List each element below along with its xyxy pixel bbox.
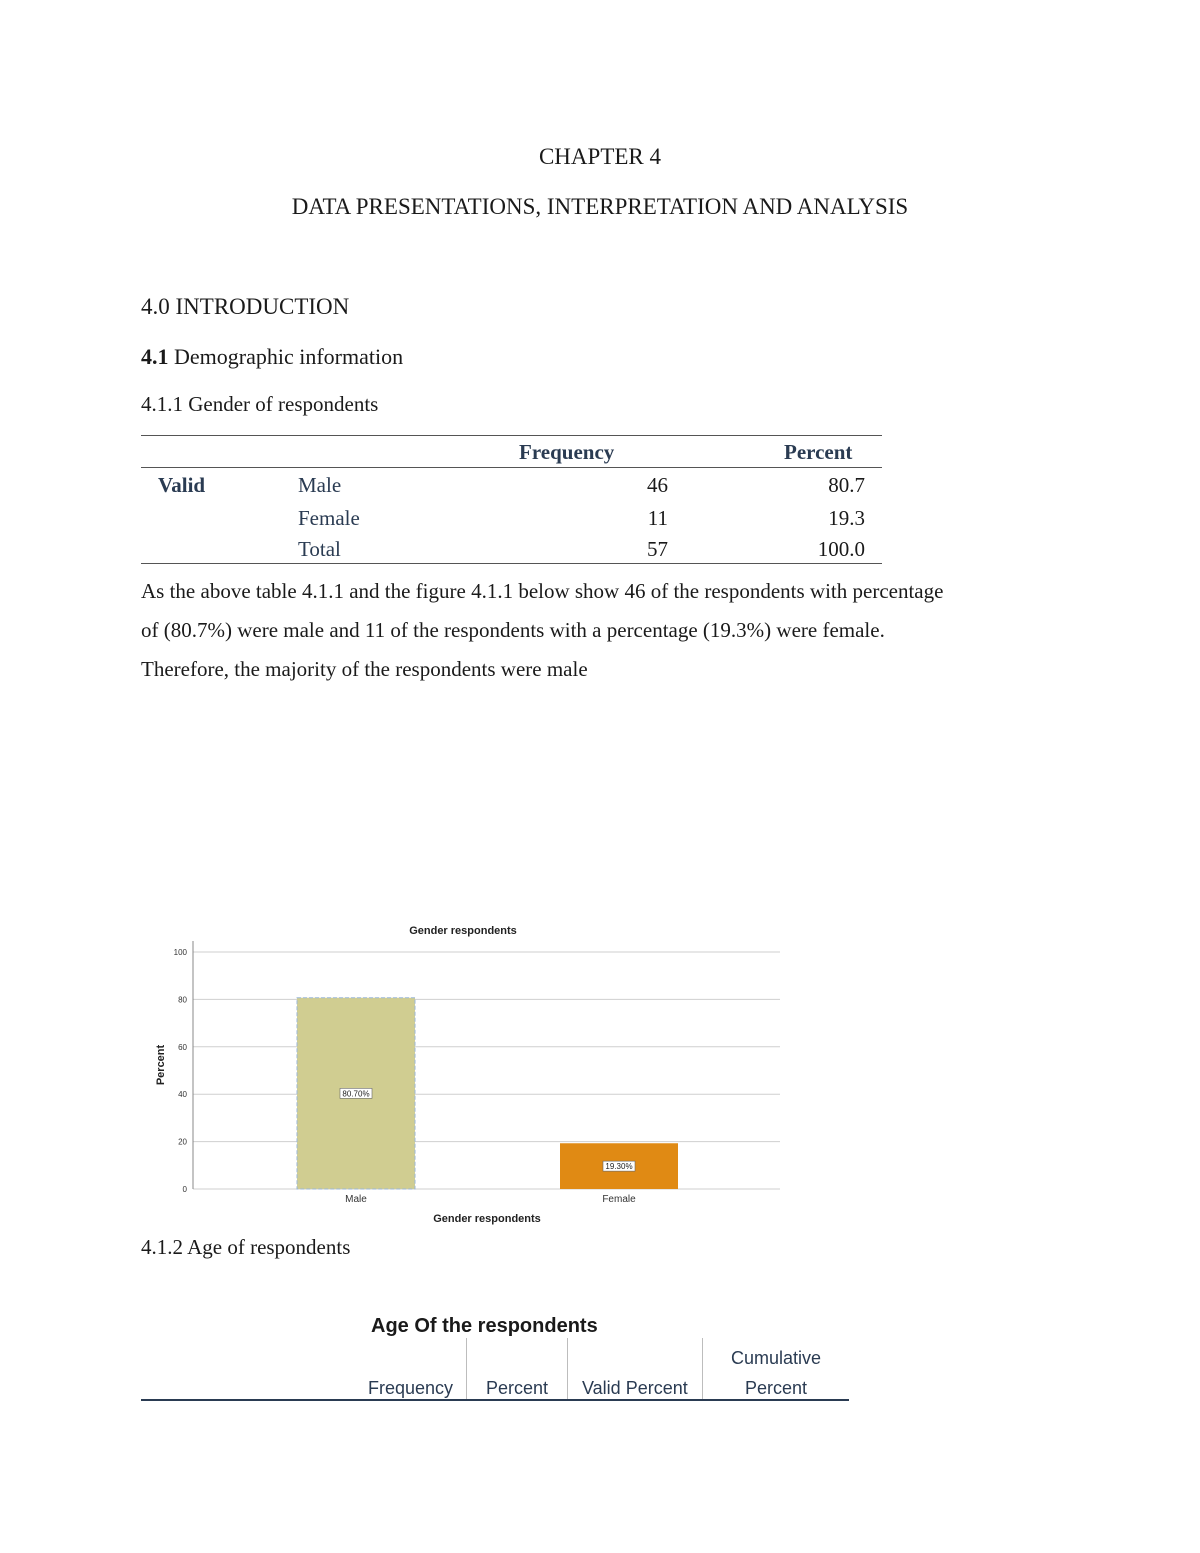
gender-table xyxy=(141,435,882,565)
y-axis-label: Percent xyxy=(155,1044,167,1086)
row-female-frequency: 11 xyxy=(647,506,668,530)
age-table xyxy=(141,1310,851,1405)
row-female-percent: 19.3 xyxy=(828,506,865,530)
chapter-title: DATA PRESENTATIONS, INTERPRETATION AND ANALYSIS xyxy=(291,194,909,219)
y-tick-label: 80 xyxy=(178,995,187,1005)
header-cumulative-line1: Cumulative xyxy=(731,1348,822,1368)
section-number: 4.1 xyxy=(141,344,169,369)
x-axis-label: Gender respondents xyxy=(433,1213,541,1225)
header-cumulative-line2: Percent xyxy=(745,1378,808,1398)
table-header-rule xyxy=(141,467,882,468)
paragraph-line-2: of (80.7%) were male and 11 of the respondents with a percentage (19.3%) were female. xyxy=(141,618,885,642)
header-percent: Percent xyxy=(486,1378,549,1398)
row-male-category: Male xyxy=(298,473,342,497)
header-frequency: Frequency xyxy=(519,440,615,464)
col-divider xyxy=(702,1338,703,1400)
table-bottom-rule xyxy=(141,563,882,564)
header-percent: Percent xyxy=(784,440,853,464)
y-tick-label: 20 xyxy=(178,1137,187,1147)
age-table-header-rule xyxy=(141,1399,849,1401)
col-divider xyxy=(567,1338,568,1400)
y-tick-label: 60 xyxy=(178,1042,187,1052)
group-label-valid: Valid xyxy=(158,473,206,497)
row-male-percent: 80.7 xyxy=(828,473,865,497)
paragraph-line-3: Therefore, the majority of the respondents were male xyxy=(141,657,588,681)
row-total-category: Total xyxy=(298,537,341,561)
row-female-category: Female xyxy=(298,506,360,530)
chapter-number: CHAPTER 4 xyxy=(538,144,662,169)
data-label-male: 80.70% xyxy=(342,1089,370,1099)
y-tick-label: 0 xyxy=(182,1185,187,1194)
row-total-frequency: 57 xyxy=(647,537,668,561)
age-table-title: Age Of the respondents xyxy=(371,1315,598,1337)
header-valid-percent: Valid Percent xyxy=(582,1378,688,1398)
row-total-percent: 100.0 xyxy=(817,537,865,561)
header-frequency: Frequency xyxy=(368,1378,454,1398)
y-tick-label: 40 xyxy=(178,1090,187,1100)
gender-bar-chart xyxy=(130,915,810,1230)
x-tick-label-female: Female xyxy=(602,1194,636,1205)
row-male-frequency: 46 xyxy=(647,473,668,497)
col-divider xyxy=(466,1338,467,1400)
y-tick-label: 100 xyxy=(173,948,187,957)
section-demographic-heading xyxy=(141,344,403,370)
chart-title: Gender respondents xyxy=(409,925,517,937)
gender-paragraph xyxy=(141,572,1061,689)
subsection-age-heading: 4.1.2 Age of respondents xyxy=(141,1235,351,1259)
section-introduction-heading: 4.0 INTRODUCTION xyxy=(141,294,350,319)
section-text: Demographic information xyxy=(168,344,404,369)
table-top-rule xyxy=(141,435,882,436)
x-tick-label-male: Male xyxy=(345,1194,367,1205)
subsection-gender-heading: 4.1.1 Gender of respondents xyxy=(141,392,379,416)
data-label-female: 19.30% xyxy=(605,1162,633,1172)
paragraph-line-1: As the above table 4.1.1 and the figure 4.1.1 below show 46 of the respondents with percentage xyxy=(141,579,944,603)
